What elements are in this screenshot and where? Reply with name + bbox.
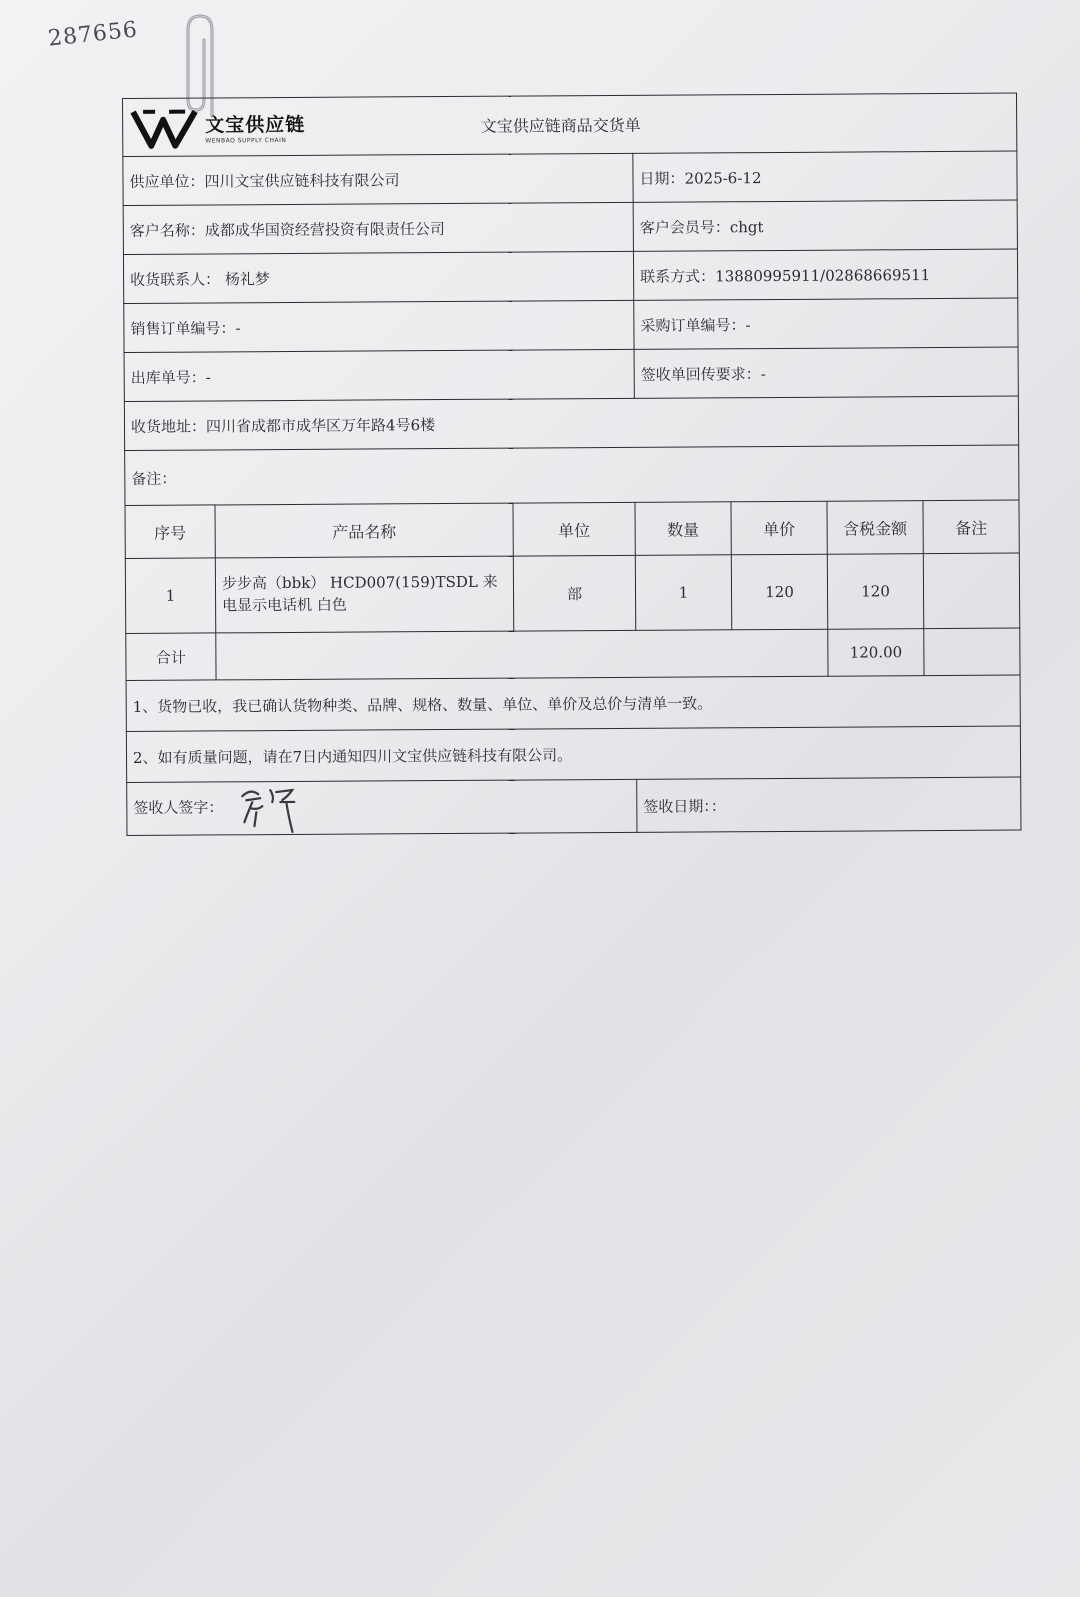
column-header-unit: 单位: [513, 502, 635, 556]
item-product: 步步高（bbk） HCD007(159)TSDL 来电显示电话机 白色: [215, 556, 513, 633]
supplier-cell: [123, 153, 633, 205]
column-header-product: 产品名称: [215, 503, 513, 558]
note-row-2: [126, 726, 1020, 782]
item-unit: 部: [513, 555, 635, 631]
item-remark: [923, 553, 1019, 629]
logo-text: 文宝供应链: [205, 113, 306, 136]
address-row: [124, 396, 1018, 450]
outbound-label: 出库单号：: [130, 367, 206, 387]
customer-label: 客户名称：: [129, 220, 205, 240]
receipt-requirement-label: 签收单回传要求：: [640, 364, 761, 384]
customer-value: 成都成华国资经营投资有限责任公司: [204, 219, 445, 239]
table-row: [125, 553, 1019, 633]
supplier-label: 供应单位：: [129, 171, 205, 191]
purchase-order-label: 采购订单编号：: [640, 315, 746, 335]
customer-cell: [123, 202, 633, 254]
title-cell: [480, 93, 1017, 154]
signer-label: 签收人签字：: [133, 798, 224, 817]
column-header-remark: 备注: [923, 500, 1019, 554]
note-row-1: [126, 675, 1020, 731]
date-label: 日期：: [639, 169, 685, 188]
note-line-1: 1、货物已收，我已确认货物种类、品牌、规格、数量、单位、单价及总价与清单一致。: [126, 675, 1020, 731]
handwritten-note: 287656: [46, 17, 140, 52]
member-label: 客户会员号：: [639, 217, 730, 237]
handwritten-signature-icon: [236, 782, 306, 834]
phone-label: 联系方式：: [640, 266, 716, 286]
member-cell: [633, 200, 1017, 251]
phone-cell: [633, 249, 1017, 300]
date-value: 2025-6-12: [684, 168, 762, 188]
logo-cell: [123, 96, 511, 156]
sign-date-cell: [637, 777, 1021, 832]
remark-cell: [125, 445, 1019, 505]
member-value: chgt: [729, 217, 764, 236]
address-label: 收货地址：: [130, 416, 207, 436]
outbound-value: -: [205, 367, 211, 386]
date-cell: [633, 151, 1017, 202]
column-header-no: 序号: [125, 505, 215, 559]
delivery-note-form: [122, 93, 1020, 836]
note-line-2: 2、如有质量问题，请在7日内通知四川文宝供应链科技有限公司。: [126, 726, 1020, 782]
header-row: [123, 93, 1017, 156]
sign-date-label: 签收日期：：: [643, 796, 726, 816]
outbound-row: [124, 347, 1018, 401]
purchase-order-value: -: [745, 315, 751, 334]
address-cell: [124, 396, 1018, 450]
logo-subtext: WENBAO SUPPLY CHAIN: [205, 136, 287, 144]
item-price: 120: [731, 554, 827, 630]
column-header-row: [125, 500, 1019, 558]
column-header-qty: 数量: [635, 502, 731, 556]
total-spacer: [216, 629, 828, 680]
item-qty: 1: [635, 555, 731, 631]
receipt-requirement-value: -: [760, 364, 766, 383]
item-amount: 120: [827, 554, 923, 630]
logo-mark-icon: [129, 105, 199, 149]
total-row: [126, 628, 1020, 680]
remark-label: 备注：: [131, 469, 177, 488]
contact-cell: [123, 251, 633, 303]
address-value: 四川省成都市成华区万年路4号6楼: [205, 415, 436, 435]
remark-row: [125, 445, 1019, 505]
order-number-row: [124, 298, 1018, 352]
total-label: 合计: [126, 633, 216, 681]
phone-value: 13880995911/02868669511: [715, 265, 931, 285]
total-value: 120.00: [828, 629, 924, 677]
contact-row: [123, 249, 1017, 303]
supplier-value: 四川文宝供应链科技有限公司: [204, 170, 400, 190]
sales-order-cell: [124, 300, 634, 352]
signer-cell: [127, 779, 637, 835]
column-header-amount: 含税金额: [827, 501, 923, 555]
customer-row: [123, 200, 1017, 254]
sales-order-value: -: [235, 318, 241, 337]
delivery-note-table: [122, 93, 1022, 836]
signature-row: [127, 777, 1021, 835]
contact-label: 收货联系人：: [130, 269, 221, 289]
supplier-row: [123, 151, 1017, 205]
document-title: 文宝供应链商品交货单: [480, 115, 641, 136]
company-logo: [129, 103, 505, 149]
column-header-price: 单价: [731, 501, 827, 555]
purchase-order-cell: [634, 298, 1018, 349]
contact-value: 杨礼梦: [224, 269, 270, 288]
outbound-cell: [124, 349, 634, 401]
receipt-requirement-cell: [634, 347, 1018, 398]
sales-order-label: 销售订单编号：: [130, 318, 236, 338]
item-no: 1: [125, 558, 215, 634]
total-remark: [924, 628, 1020, 676]
